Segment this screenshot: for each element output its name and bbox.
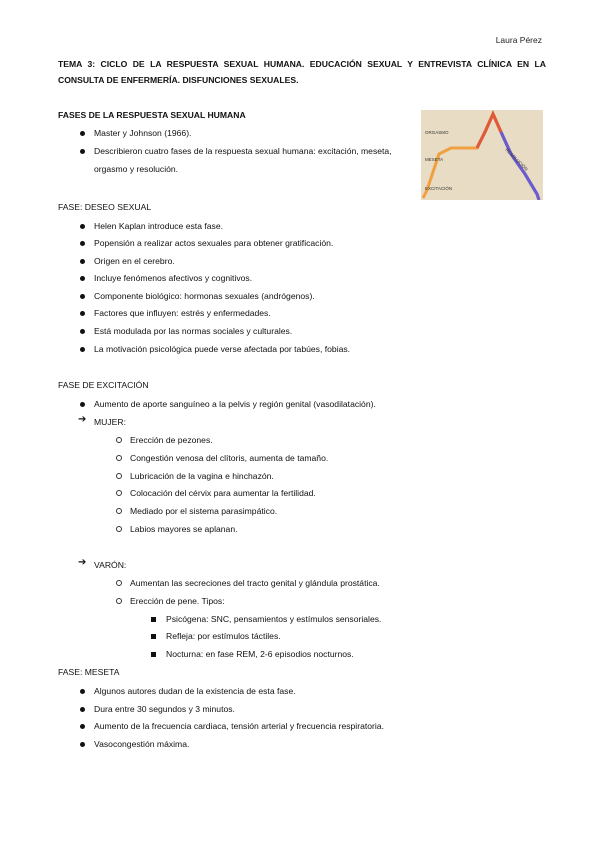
document-title: TEMA 3: CICLO DE LA RESPUESTA SEXUAL HUMANA. EDUCACIÓN SEXUAL Y ENTREVISTA CLÍNICA EN LA CONSULTA DE ENFERMERÍA. DISFUNCIONES SEXUALES. [58, 59, 546, 85]
bullet [80, 347, 85, 352]
list-item: Labios mayores se aplanan. [130, 524, 238, 534]
bullet [116, 580, 122, 586]
label-resolucion: RESOLUCIÓN [504, 147, 529, 172]
list-item: Lubricación de la vagina e hinchazón. [130, 471, 274, 481]
subheading-mujer: MUJER: [94, 417, 126, 427]
list-item: Erección de pene. Tipos: [130, 596, 225, 606]
list-item: Refleja: por estímulos táctiles. [166, 631, 281, 641]
section-heading-excitacion: FASE DE EXCITACIÓN [58, 380, 149, 390]
list-item: Incluye fenómenos afectivos y cognitivos. [94, 273, 253, 283]
section-heading-meseta: FASE: MESETA [58, 667, 120, 677]
response-cycle-figure [421, 110, 543, 200]
list-item: Aumento de aporte sanguíneo a la pelvis y región genital (vasodilatación). [94, 399, 376, 409]
bullet [80, 724, 85, 729]
bullet [116, 526, 122, 532]
bullet [80, 224, 85, 229]
bullet [151, 652, 156, 657]
bullet [151, 617, 156, 622]
subheading-varon: VARÓN: [94, 560, 127, 570]
arrow-icon: ➔ [78, 414, 87, 425]
list-item: Nocturna: en fase REM, 2-6 episodios nocturnos. [166, 649, 354, 659]
list-item: La motivación psicológica puede verse afectada por tabúes, fobias. [94, 344, 351, 354]
section-heading-fases: FASES DE LA RESPUESTA SEXUAL HUMANA [58, 110, 246, 120]
bullet [116, 490, 122, 496]
list-item: Componente biológico: hormonas sexuales (andrógenos). [94, 291, 315, 301]
label-orgasmo: ORGASMO [425, 130, 449, 135]
list-item: Origen en el cerebro. [94, 256, 175, 266]
bullet [80, 131, 85, 136]
bullet [80, 402, 85, 407]
bullet [151, 634, 156, 639]
bullet [80, 707, 85, 712]
bullet [80, 311, 85, 316]
bullet [80, 689, 85, 694]
bullet [116, 508, 122, 514]
bullet [80, 742, 85, 747]
bullet [80, 294, 85, 299]
list-item: Aumentan las secreciones del tracto genital y glándula prostática. [130, 578, 380, 588]
arrow-icon: ➔ [78, 557, 87, 568]
label-meseta: MESETA [425, 157, 444, 162]
bullet [80, 241, 85, 246]
list-item: Popensión a realizar actos sexuales para obtener gratificación. [94, 238, 334, 248]
list-item: Congestión venosa del clítoris, aumenta de tamaño. [130, 453, 329, 463]
label-excitacion: EXCITACIÓN [425, 186, 453, 191]
list-item: Psicógena: SNC, pensamientos y estímulos sensoriales. [166, 614, 382, 624]
list-item: Describieron cuatro fases de la respuesta sexual humana: excitación, meseta, orgasmo y resolución. [94, 146, 392, 174]
author-name: Laura Pérez [495, 35, 542, 45]
bullet [80, 259, 85, 264]
list-item: Dura entre 30 segundos y 3 minutos. [94, 704, 235, 714]
list-item: Colocación del cérvix para aumentar la fertilidad. [130, 488, 316, 498]
list-item: Aumento de la frecuencia cardiaca, tensión arterial y frecuencia respiratoria. [94, 721, 384, 731]
list-item: Factores que influyen: estrés y enfermedades. [94, 308, 271, 318]
bullet [80, 276, 85, 281]
bullet [80, 149, 85, 154]
list-item: Vasocongestión máxima. [94, 739, 190, 749]
list-item: Helen Kaplan introduce esta fase. [94, 221, 223, 231]
bullet [116, 455, 122, 461]
list-item: Master y Johnson (1966). [94, 128, 192, 138]
list-item: Algunos autores dudan de la existencia de esta fase. [94, 686, 296, 696]
bullet [116, 598, 122, 604]
list-item: Mediado por el sistema parasimpático. [130, 506, 278, 516]
bullet [80, 329, 85, 334]
bullet [116, 437, 122, 443]
section-heading-deseo: FASE: DESEO SEXUAL [58, 202, 152, 212]
list-item: Está modulada por las normas sociales y culturales. [94, 326, 293, 336]
bullet [116, 473, 122, 479]
list-item: Erección de pezones. [130, 435, 213, 445]
